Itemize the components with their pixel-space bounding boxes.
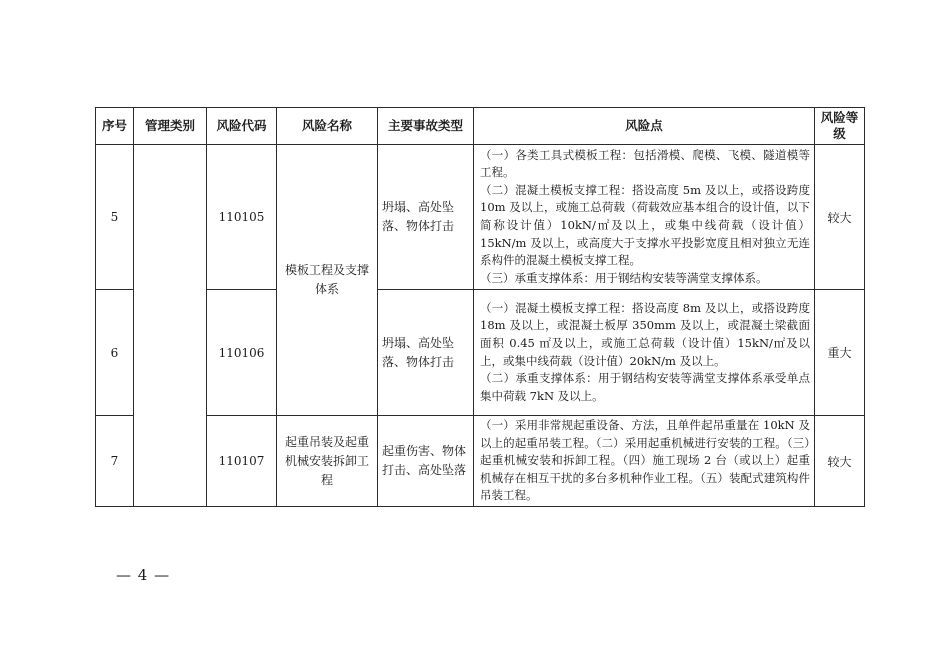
header-seq: 序号 bbox=[96, 108, 134, 145]
risk-point: （一）混凝土模板支撑工程：搭设高度 8m 及以上，或搭设跨度 18m 及以上，或混凝土板厚 350mm 及以上，或混凝土梁截面面积 0.45 ㎡及以上，或施工总荷载（设计值）15kN/㎡及以上，或集中线荷载（设计值）20kN/m 及以上。 bbox=[480, 300, 810, 368]
row-seq: 5 bbox=[96, 145, 134, 290]
row-risk-points bbox=[474, 416, 815, 507]
row-seq: 7 bbox=[96, 416, 134, 507]
risk-point: （一）各类工具式模板工程：包括滑模、爬模、飞模、隧道模等工程。 bbox=[480, 147, 810, 180]
header-code: 风险代码 bbox=[207, 108, 277, 145]
header-accident: 主要事故类型 bbox=[378, 108, 474, 145]
row-accident: 坍塌、高处坠落、物体打击 bbox=[378, 145, 474, 290]
table-row bbox=[96, 290, 865, 416]
page-number: — 4 — bbox=[116, 566, 171, 584]
table-header-row bbox=[96, 108, 865, 145]
merged-risk-name: 模板工程及支撑体系 bbox=[277, 145, 378, 416]
risk-table bbox=[95, 107, 865, 507]
table-row bbox=[96, 145, 865, 290]
risk-point: （三）承重支撑体系：用于钢结构安装等满堂支撑体系。 bbox=[480, 270, 768, 285]
row-accident: 坍塌、高处坠落、物体打击 bbox=[378, 290, 474, 416]
row-level: 重大 bbox=[815, 290, 865, 416]
header-category: 管理类别 bbox=[134, 108, 207, 145]
row-code: 110105 bbox=[207, 145, 277, 290]
header-name: 风险名称 bbox=[277, 108, 378, 145]
row-risk-name: 起重吊装及起重机械安装拆卸工程 bbox=[277, 416, 378, 507]
row-seq: 6 bbox=[96, 290, 134, 416]
row-code: 110106 bbox=[207, 290, 277, 416]
table-row bbox=[96, 416, 865, 507]
row-level: 较大 bbox=[815, 145, 865, 290]
header-level: 风险等级 bbox=[815, 108, 865, 145]
row-code: 110107 bbox=[207, 416, 277, 507]
header-points: 风险点 bbox=[474, 108, 815, 145]
row-risk-points bbox=[474, 290, 815, 416]
risk-point: （二）承重支撑体系：用于钢结构安装等满堂支撑体系承受单点集中荷载 7kN 及以上。 bbox=[480, 371, 810, 403]
risk-point: （一）采用非常规起重设备、方法，且单件起吊重量在 10kN 及以上的起重吊装工程。（二）采用起重机械进行安装的工程。（三）起重机械安装和拆卸工程。（四）施工现场 2 台（或以上）起重机械存在相互干扰的多台多机种作业工程。（五）装配式建筑构件吊装工程。 bbox=[480, 418, 810, 503]
row-accident: 起重伤害、物体打击、高处坠落 bbox=[378, 416, 474, 507]
risk-point: （二）混凝土模板支撑工程：搭设高度 5m 及以上，或搭设跨度 10m 及以上，或施工总荷载（荷载效应基本组合的设计值，以下简称设计值）10kN/㎡及以上，或集中线荷载（设计值）15kN/m 及以上，或高度大于支撑水平投影宽度且相对独立无连系构件的混凝土模板支撑工程。 bbox=[480, 182, 810, 268]
category-cell bbox=[134, 145, 207, 507]
row-risk-points bbox=[474, 145, 815, 290]
row-level: 较大 bbox=[815, 416, 865, 507]
